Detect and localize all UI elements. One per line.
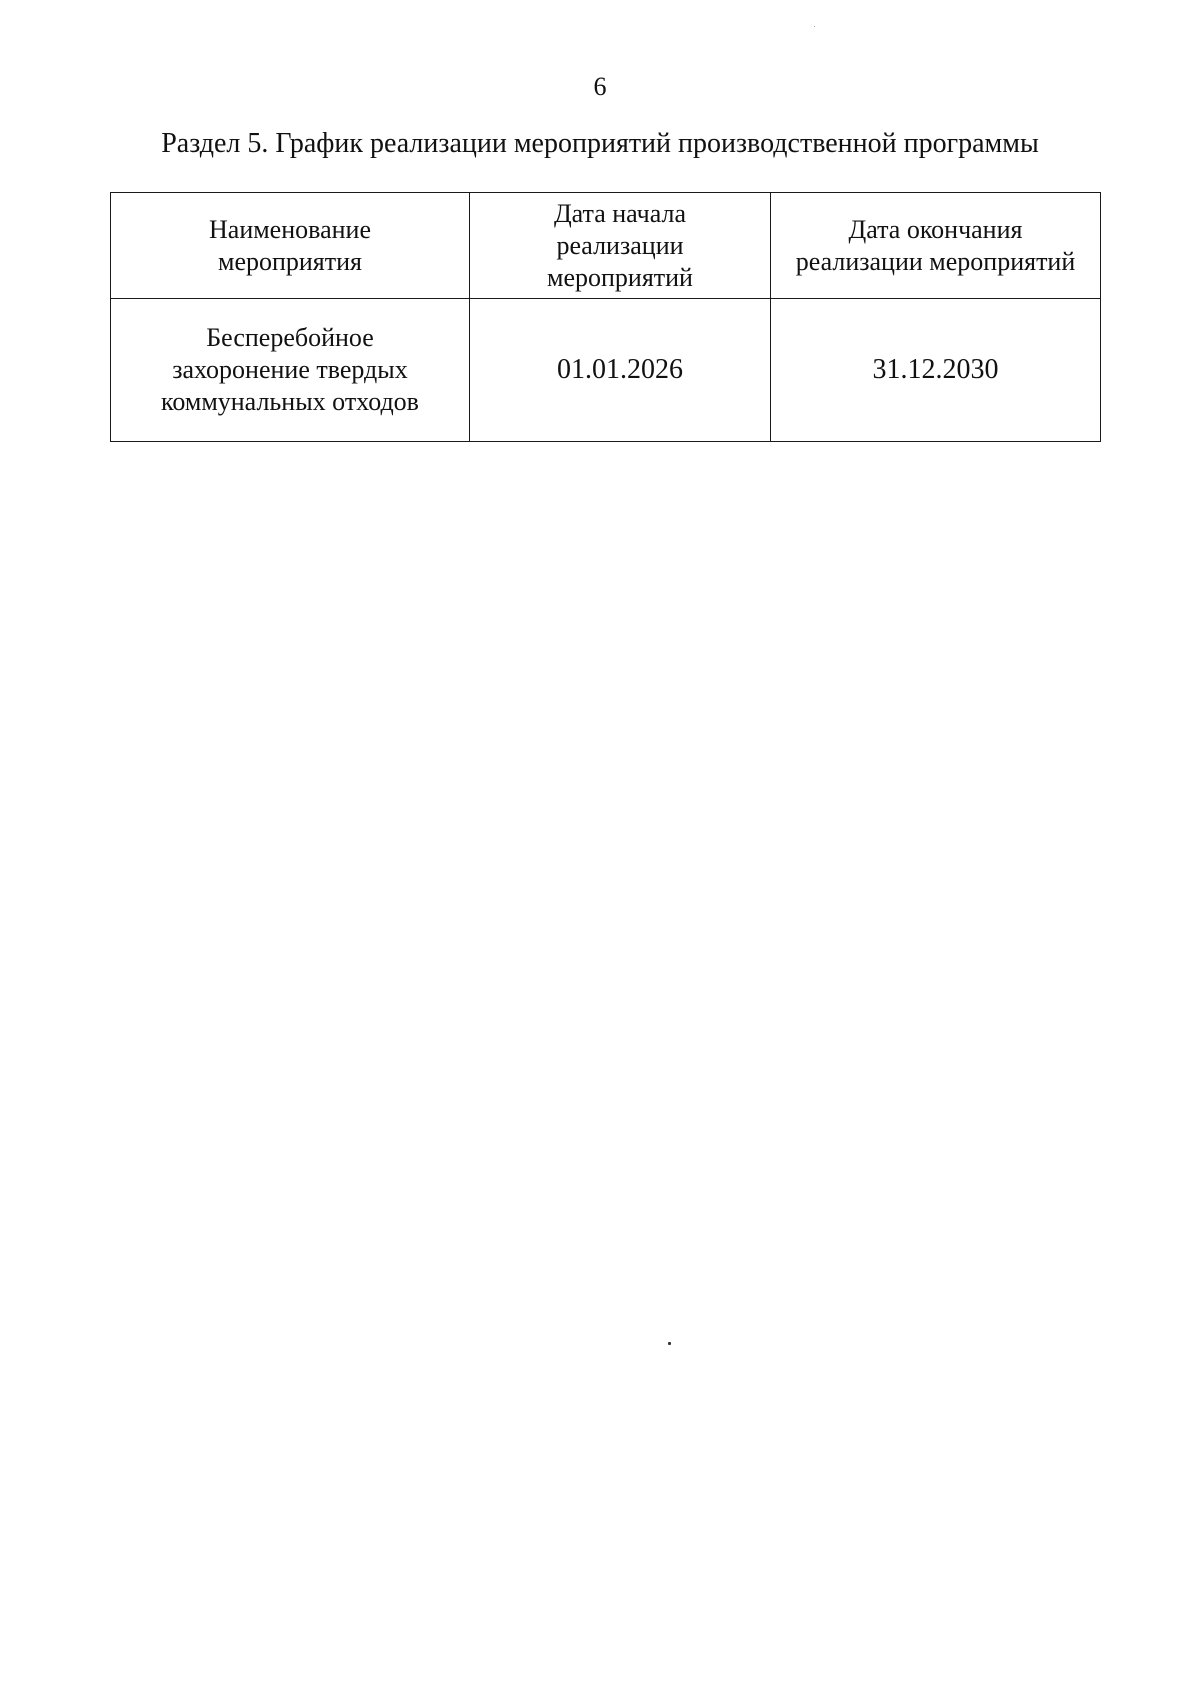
table-row — [111, 299, 1101, 442]
page-number: 6 — [593, 72, 607, 101]
cell-event-name — [111, 299, 470, 442]
header-end-date-label: Дата окончания реализации мероприятий — [795, 214, 1076, 276]
section-title: Раздел 5. График реализации мероприятий производственной программы — [161, 128, 1039, 159]
header-event-name-label: Наименование мероприятия — [209, 214, 371, 276]
schedule-table — [110, 192, 1101, 442]
header-end-date — [771, 193, 1101, 299]
cell-end-date — [771, 299, 1101, 442]
scan-speck — [814, 26, 815, 27]
event-name: Бесперебойное захоронение твердых коммунальных отходов — [161, 323, 419, 416]
header-event-name — [111, 193, 470, 299]
header-start-date-label: Дата начала реализации мероприятий — [547, 198, 693, 292]
scan-speck — [668, 1342, 671, 1345]
table-header-row — [111, 193, 1101, 299]
start-date: 01.01.2026 — [557, 354, 683, 385]
header-start-date — [470, 193, 771, 299]
cell-start-date — [470, 299, 771, 442]
end-date: 31.12.2030 — [872, 354, 999, 385]
